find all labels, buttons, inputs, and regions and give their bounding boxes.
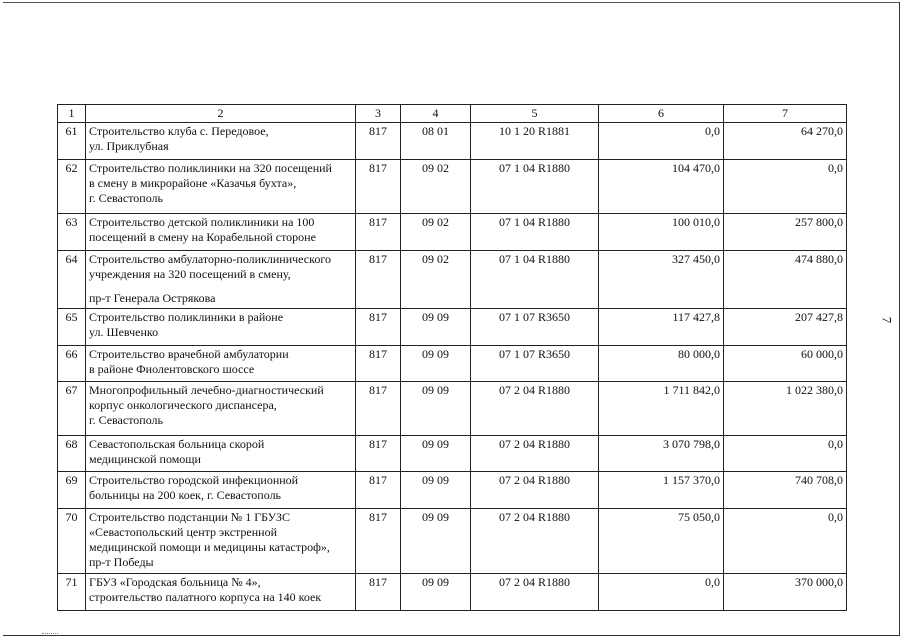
row-number: 64 xyxy=(58,251,86,309)
page-number: 7 xyxy=(879,316,895,324)
target-article-code: 07 1 04 R1880 xyxy=(471,214,599,251)
ministry-code: 817 xyxy=(356,160,401,214)
amount-col7: 0,0 xyxy=(724,160,847,214)
project-description: Севастопольская больница скорой медицинской помощи xyxy=(86,436,356,472)
project-description: ГБУЗ «Городская больница № 4», строительство палатного корпуса на 140 коек xyxy=(86,574,356,611)
target-article-code: 07 2 04 R1880 xyxy=(471,472,599,509)
row-number: 66 xyxy=(58,346,86,382)
ministry-code: 817 xyxy=(356,509,401,574)
amount-col7: 0,0 xyxy=(724,436,847,472)
project-description: Строительство детской поликлиники на 100 посещений в смену на Корабельной стороне xyxy=(86,214,356,251)
amount-col6: 100 010,0 xyxy=(599,214,724,251)
table-row xyxy=(58,214,847,251)
row-number: 68 xyxy=(58,436,86,472)
amount-col6: 327 450,0 xyxy=(599,251,724,309)
amount-col7: 0,0 xyxy=(724,509,847,574)
target-article-code: 07 2 04 R1880 xyxy=(471,436,599,472)
project-description: Многопрофильный лечебно-диагностический корпус онкологического диспансера, г. Севастополь xyxy=(86,382,356,436)
table-row xyxy=(58,123,847,160)
target-article-code: 07 1 04 R1880 xyxy=(471,160,599,214)
amount-col6: 104 470,0 xyxy=(599,160,724,214)
row-number: 70 xyxy=(58,509,86,574)
table-row xyxy=(58,509,847,574)
project-description: Строительство поликлиники в районе ул. Шевченко xyxy=(86,309,356,346)
amount-col6: 0,0 xyxy=(599,574,724,611)
table-row xyxy=(58,251,847,309)
ministry-code: 817 xyxy=(356,123,401,160)
ministry-code: 817 xyxy=(356,309,401,346)
section-code: 09 09 xyxy=(401,436,471,472)
project-description: Строительство городской инфекционной больницы на 200 коек, г. Севастополь xyxy=(86,472,356,509)
table-row xyxy=(58,472,847,509)
section-code: 09 09 xyxy=(401,382,471,436)
column-header: 7 xyxy=(724,105,847,123)
row-number: 63 xyxy=(58,214,86,251)
section-code: 09 02 xyxy=(401,214,471,251)
ministry-code: 817 xyxy=(356,436,401,472)
ministry-code: 817 xyxy=(356,382,401,436)
target-article-code: 07 2 04 R1880 xyxy=(471,574,599,611)
row-number: 71 xyxy=(58,574,86,611)
amount-col7: 740 708,0 xyxy=(724,472,847,509)
project-description: Строительство врачебной амбулатории в районе Фиолентовского шоссе xyxy=(86,346,356,382)
target-article-code: 07 1 07 R3650 xyxy=(471,309,599,346)
amount-col6: 75 050,0 xyxy=(599,509,724,574)
section-code: 09 09 xyxy=(401,509,471,574)
amount-col7: 474 880,0 xyxy=(724,251,847,309)
ministry-code: 817 xyxy=(356,574,401,611)
amount-col7: 257 800,0 xyxy=(724,214,847,251)
row-number: 61 xyxy=(58,123,86,160)
ministry-code: 817 xyxy=(356,346,401,382)
section-code: 09 02 xyxy=(401,251,471,309)
row-number: 69 xyxy=(58,472,86,509)
column-header: 3 xyxy=(356,105,401,123)
section-code: 09 09 xyxy=(401,574,471,611)
table-row xyxy=(58,574,847,611)
scan-artifact xyxy=(42,633,58,636)
target-article-code: 07 1 04 R1880 xyxy=(471,251,599,309)
amount-col7: 64 270,0 xyxy=(724,123,847,160)
target-article-code: 10 1 20 R1881 xyxy=(471,123,599,160)
row-number: 65 xyxy=(58,309,86,346)
amount-col7: 60 000,0 xyxy=(724,346,847,382)
row-number: 67 xyxy=(58,382,86,436)
section-code: 09 09 xyxy=(401,472,471,509)
column-header: 2 xyxy=(86,105,356,123)
table-row xyxy=(58,309,847,346)
project-description: Строительство амбулаторно-поликлинического учреждения на 320 посещений в смену, пр-т Генерала Острякова xyxy=(86,251,356,309)
target-article-code: 07 2 04 R1880 xyxy=(471,382,599,436)
section-code: 09 02 xyxy=(401,160,471,214)
ministry-code: 817 xyxy=(356,472,401,509)
table-row xyxy=(58,436,847,472)
target-article-code: 07 2 04 R1880 xyxy=(471,509,599,574)
amount-col6: 1 711 842,0 xyxy=(599,382,724,436)
amount-col6: 80 000,0 xyxy=(599,346,724,382)
table-row xyxy=(58,382,847,436)
section-code: 09 09 xyxy=(401,309,471,346)
amount-col7: 207 427,8 xyxy=(724,309,847,346)
column-header: 4 xyxy=(401,105,471,123)
amount-col6: 0,0 xyxy=(599,123,724,160)
section-code: 08 01 xyxy=(401,123,471,160)
amount-col6: 1 157 370,0 xyxy=(599,472,724,509)
table-row xyxy=(58,160,847,214)
project-description: Строительство подстанции № 1 ГБУЗС «Севастопольский центр экстренной медицинской помощи и медицины катастроф», пр-т Победы xyxy=(86,509,356,574)
project-description: Строительство клуба с. Передовое, ул. Приклубная xyxy=(86,123,356,160)
project-description: Строительство поликлиники на 320 посещений в смену в микрорайоне «Казачья бухта», г. Севастополь xyxy=(86,160,356,214)
column-header: 6 xyxy=(599,105,724,123)
amount-col6: 3 070 798,0 xyxy=(599,436,724,472)
section-code: 09 09 xyxy=(401,346,471,382)
table-header-row xyxy=(58,105,847,123)
ministry-code: 817 xyxy=(356,251,401,309)
amount-col7: 1 022 380,0 xyxy=(724,382,847,436)
column-header: 1 xyxy=(58,105,86,123)
target-article-code: 07 1 07 R3650 xyxy=(471,346,599,382)
table-row xyxy=(58,346,847,382)
amount-col6: 117 427,8 xyxy=(599,309,724,346)
budget-table xyxy=(57,104,847,611)
amount-col7: 370 000,0 xyxy=(724,574,847,611)
column-header: 5 xyxy=(471,105,599,123)
row-number: 62 xyxy=(58,160,86,214)
ministry-code: 817 xyxy=(356,214,401,251)
